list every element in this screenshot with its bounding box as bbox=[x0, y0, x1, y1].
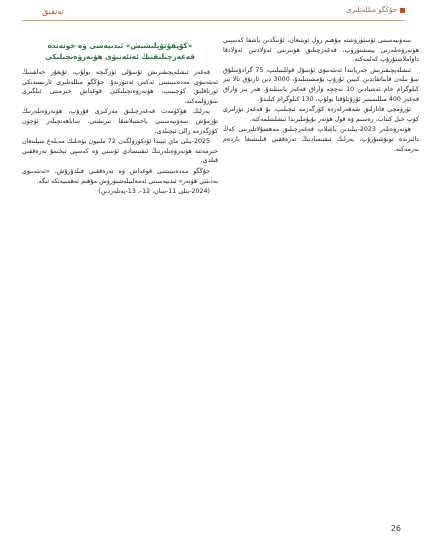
page-number: 26 bbox=[390, 524, 401, 533]
paragraph: قەغەز ئىشلەپچىقىرىش ئۇسۇلى ئۆزگىچە بولۇپ، ئۇيغۇر خەلقىنىڭ ئەنئەنىۋى مەدەنىيىتىنى ئەكس ئەتتۈرىدۇ. جۇڭگو مىللەتلىرى ئارىسىدىكى ئورتاقلىق كۈچىيىپ، ھۈنەرۋەنچىلىكنى قوغداش خىزمىتى ئىلگىرى سۈرۈلمەكتە. bbox=[22, 69, 218, 105]
journal-name: جۇڭگو مىللەتلىرى bbox=[346, 6, 397, 14]
section-title: «كۆپقۇتۇپلىشىش» ئىدىيەسى ۋە خوتەندە قەغەزچىلىقنىڭ ئەنئەنىۋى ھۈنەرۋەنچىلىكى bbox=[45, 41, 195, 61]
paragraph: يەرلىك ھۆكۈمەت قەغەزچىلىق مەركىزى قۇرۇپ، ھۈنەرۋەنلەرنىڭ تۇرمۇش سەۋىيەسىنى ياخشىلاشقا تىرىشتى. ساياھەتچىلەر ئۈچۈن كۆرگەزمە زالى ئېچىلدى. bbox=[22, 108, 218, 135]
paragraph: سەۋىيەسىنى ئۆستۈرۈشتە مۇھىم رول ئوينىغان، ئۇنىڭدىن باشقا كەسپىي ھۈنەرۋەنلەرنى يېتىشتۈرۈپ، قەغەزچىلىق ھۈنىرىنى ئەۋلادتىن ئەۋلادقا داۋاملاشتۇرۇپ كەلمەكتە. bbox=[223, 37, 419, 64]
paragraph: ھۈنەرۋەنلەر 2023-يىلىدىن باشلاپ قەغەزچىلىق مەھسۇلاتلىرىنى كەڭ دائىرىدە تونۇشتۇرۇپ، يەرلىك ئىقتىسادنىڭ تەرەققىي قىلىشىغا ياردەم بەرمەكتە. bbox=[223, 126, 419, 153]
paragraph: ئۈرۈمچى قاتارلىق شەھەرلەردە كۆرگەزمە ئېچىلىپ، بۇ قەغەز تۈرلىرى كۆپ خىل كىتاب، رەسىم ۋە قول ھۈنەر بۇيۇملىرىدا ئىشلىتىلمەكتە. bbox=[223, 106, 419, 123]
paragraph: 2025-يىلى ماي ئېيىدا ئۆتكۈزۈلگەن 72 ملىيون يۈەنلىك مەبلەغ سېلىنغان خىزمەتتە ھۈنەرۋەنلەرنىڭ ئىقتىسادى ئۆستى ۋە كەسپى تېخىمۇ تەرەققىي قىلدى. bbox=[22, 138, 218, 165]
source-note: (2024-يىلى 11-سان، 12-، 13-بەتلەردىن) bbox=[98, 188, 210, 196]
left-column bbox=[22, 36, 218, 198]
paragraph: ئىشلەپچىقىرىش جەريانىدا ئەنئەنىۋى ئۇسۇل قوللىنىلىپ، 75 گرادۇسلۇق سۇ بىلەن قايناتقاندىن كېيىن ئۇرۇپ يۇمشىتىلىدۇ، 3000 دىن ئارتۇق تالا بىر كىلوگرام خام ئەشيادىن 10 نەچچە ۋاراق قەغەز ياسىلىدۇ. ھەر بىر ۋاراق قەغەز 400 مىللىمېتىر ئۇزۇنلۇقتا بولۇپ، 130 كىلوگرام كېلىدۇ. bbox=[223, 66, 419, 103]
right-column bbox=[223, 36, 419, 155]
header-rule bbox=[22, 20, 405, 21]
page-header bbox=[0, 0, 427, 28]
section-label: تەتقىق bbox=[42, 7, 64, 16]
header-square-icon bbox=[400, 8, 405, 13]
paragraph: جۇڭگو مەدەنىيىتىنى قوغداش ۋە تەرەققىي قىلدۇرۇش، «ئەنئەنىۋى بەدىئىي ھۈنەر» ئىدىيەسىنى ئەمەلىيلەشتۈرۈش مۇھىم ئەھمىيەتكە ئىگە. bbox=[22, 167, 218, 185]
